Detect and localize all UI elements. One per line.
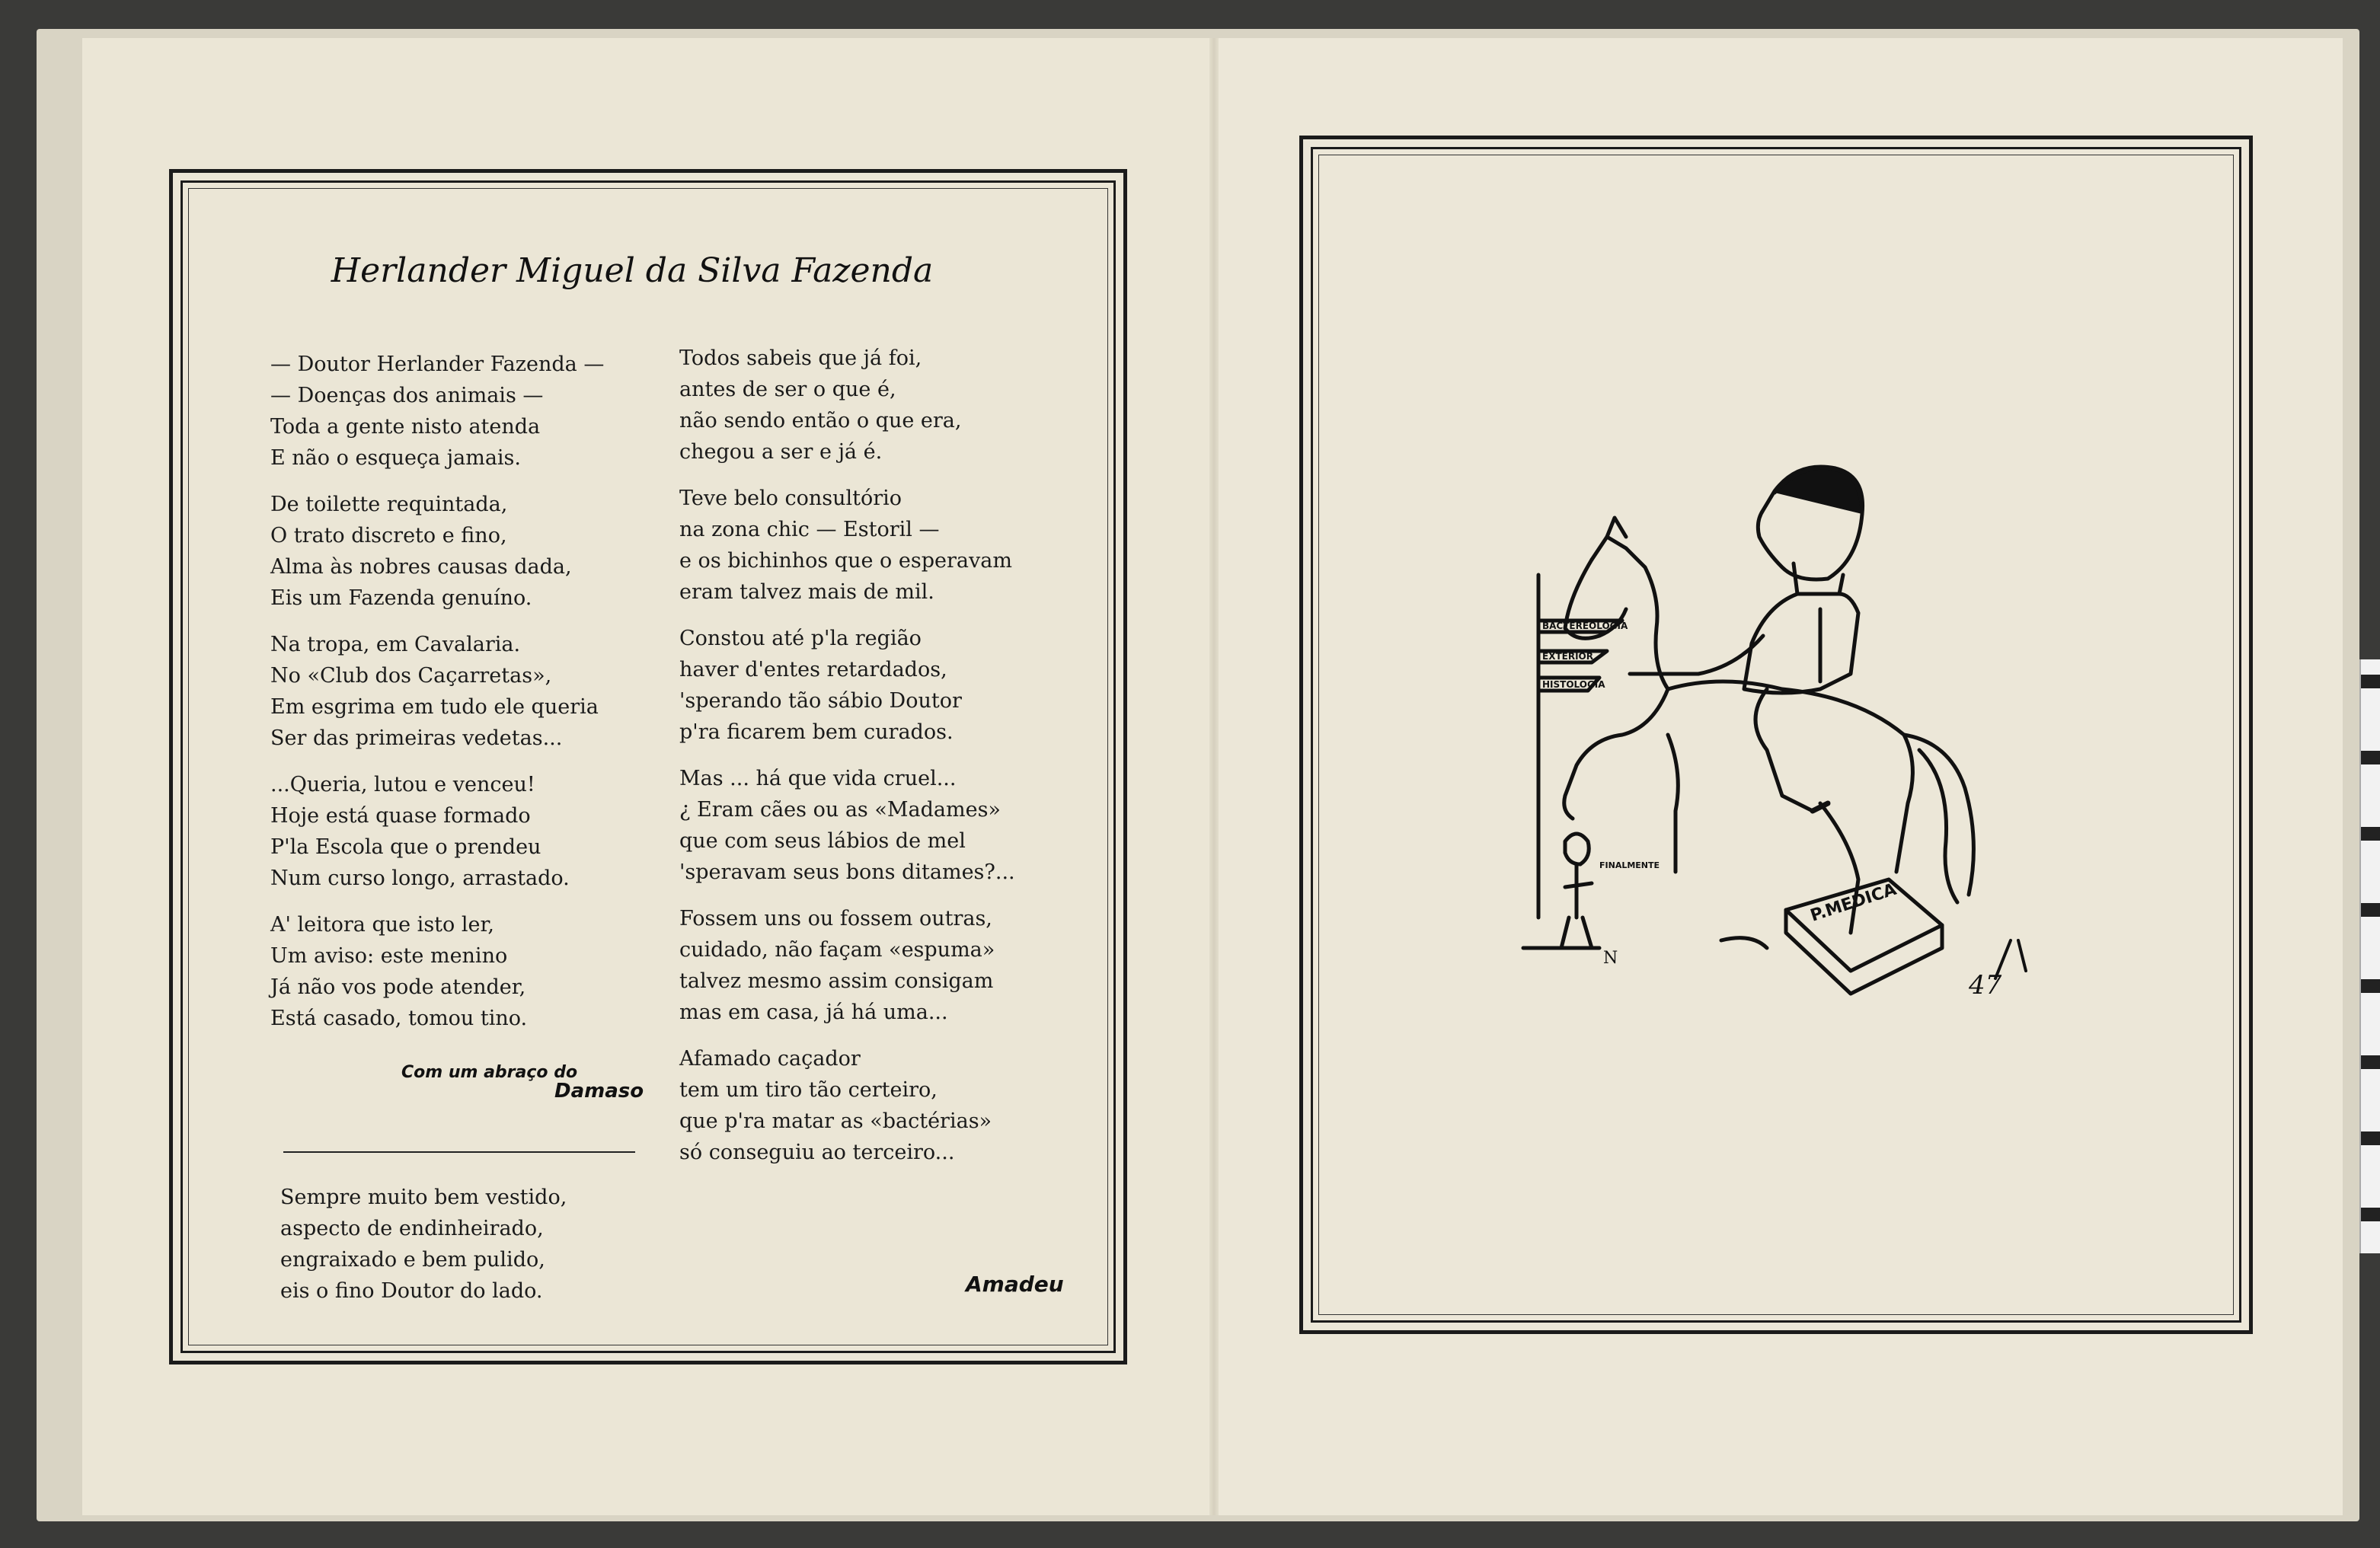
right-poem-column	[679, 343, 1075, 1183]
verse-line: engraixado e bem pulido,	[280, 1248, 545, 1272]
verse-line: 'speravam seus bons ditames?...	[679, 860, 1015, 884]
verse-line: A' leitora que isto ler,	[270, 913, 494, 937]
bottom-stanza	[280, 1182, 631, 1307]
verse-line: na zona chic — Estoril —	[679, 518, 940, 541]
signature-name-damaso: Damaso	[554, 1080, 644, 1103]
verse-line: Alma às nobres causas dada,	[270, 555, 572, 579]
artist-mark: N	[1603, 949, 1618, 968]
scale-ruler	[2359, 659, 2380, 1253]
verse-line: antes de ser o que é,	[679, 378, 896, 401]
book-label: P.MEDICA	[1808, 879, 1899, 926]
sign-exterior: EXTERIOR	[1542, 651, 1593, 662]
verse-line: Toda a gente nisto atenda	[270, 415, 541, 439]
verse-line: não sendo então o que era,	[679, 409, 962, 432]
left-poem-column	[270, 349, 621, 1049]
verse-line: mas em casa, já há uma...	[679, 1001, 948, 1024]
verse-line: tem um tiro tão certeiro,	[679, 1078, 938, 1102]
verse-line: Está casado, tomou tino.	[270, 1007, 528, 1030]
verse-line: Na tropa, em Cavalaria.	[270, 633, 521, 656]
stanza	[270, 489, 621, 614]
verse-line: Eis um Fazenda genuíno.	[270, 586, 532, 610]
verse-line: talvez mesmo assim consigam	[679, 969, 994, 993]
stanza	[679, 623, 1075, 748]
verse-line: Teve belo consultório	[679, 487, 902, 510]
verse-line: ...Queria, lutou e venceu!	[270, 773, 535, 796]
caricature-illustration	[1493, 445, 2041, 1032]
signature-line-1: Com um abraço do	[401, 1063, 578, 1082]
stanza	[679, 1043, 1075, 1168]
verse-line: De toilette requintada,	[270, 493, 508, 516]
verse-line: e os bichinhos que o esperavam	[679, 549, 1012, 573]
verse-line: Já não vos pode atender,	[270, 975, 526, 999]
verse-line: Todos sabeis que já foi,	[679, 346, 922, 370]
verse-line: Em esgrima em tudo ele queria	[270, 695, 599, 719]
verse-line: p'ra ficarem bem curados.	[679, 720, 954, 744]
stanza	[679, 483, 1075, 608]
verse-line: só conseguiu ao terceiro...	[679, 1141, 955, 1164]
divider-rule	[283, 1151, 635, 1153]
verse-line: Fossem uns ou fossem outras,	[679, 907, 992, 930]
verse-line: — Doenças dos animais —	[270, 384, 544, 407]
verse-line: Um aviso: este menino	[270, 944, 508, 968]
verse-line: E não o esqueça jamais.	[270, 446, 521, 470]
verse-line: aspecto de endinheirado,	[280, 1217, 544, 1240]
verse-line: Mas ... há que vida cruel...	[679, 767, 957, 790]
verse-line: P'la Escola que o prendeu	[270, 835, 541, 859]
poem-title: Herlander Miguel da Silva Fazenda	[331, 251, 934, 290]
verse-line: Ser das primeiras vedetas...	[270, 726, 563, 750]
stanza	[270, 629, 621, 754]
stanza	[270, 909, 621, 1034]
verse-line: O trato discreto e fino,	[270, 524, 507, 547]
signature-name-amadeu: Amadeu	[966, 1272, 1064, 1297]
verse-line: Sempre muito bem vestido,	[280, 1186, 567, 1209]
verse-line: cuidado, não façam «espuma»	[679, 938, 995, 962]
verse-line: ¿ Eram cães ou as «Madames»	[679, 798, 1001, 822]
verse-line: Num curso longo, arrastado.	[270, 867, 570, 890]
verse-line: Afamado caçador	[679, 1047, 861, 1071]
verse-line: eis o fino Doutor do lado.	[280, 1279, 543, 1303]
verse-line: chegou a ser e já é.	[679, 440, 883, 464]
verse-line: No «Club dos Caçarretas»,	[270, 664, 552, 688]
book-gutter	[1209, 38, 1219, 1515]
date-mark: 47	[1969, 970, 2002, 1001]
verse-line: 'sperando tão sábio Doutor	[679, 689, 962, 713]
verse-line: que p'ra matar as «bactérias»	[679, 1109, 992, 1133]
small-note: FINALMENTE	[1599, 860, 1660, 870]
stanza	[679, 903, 1075, 1028]
stanza	[270, 349, 621, 474]
stanza	[679, 343, 1075, 468]
verse-line: eram talvez mais de mil.	[679, 580, 934, 604]
sign-bactereologia: BACTEREOLOGIA	[1542, 621, 1628, 631]
sign-histologia: HISTOLOGIA	[1542, 679, 1605, 690]
verse-line: que com seus lábios de mel	[679, 829, 966, 853]
verse-line: — Doutor Herlander Fazenda —	[270, 353, 605, 376]
stanza	[679, 763, 1075, 888]
stanza	[270, 769, 621, 894]
verse-line: Hoje está quase formado	[270, 804, 531, 828]
verse-line: haver d'entes retardados,	[679, 658, 947, 681]
verse-line: Constou até p'la região	[679, 627, 922, 650]
